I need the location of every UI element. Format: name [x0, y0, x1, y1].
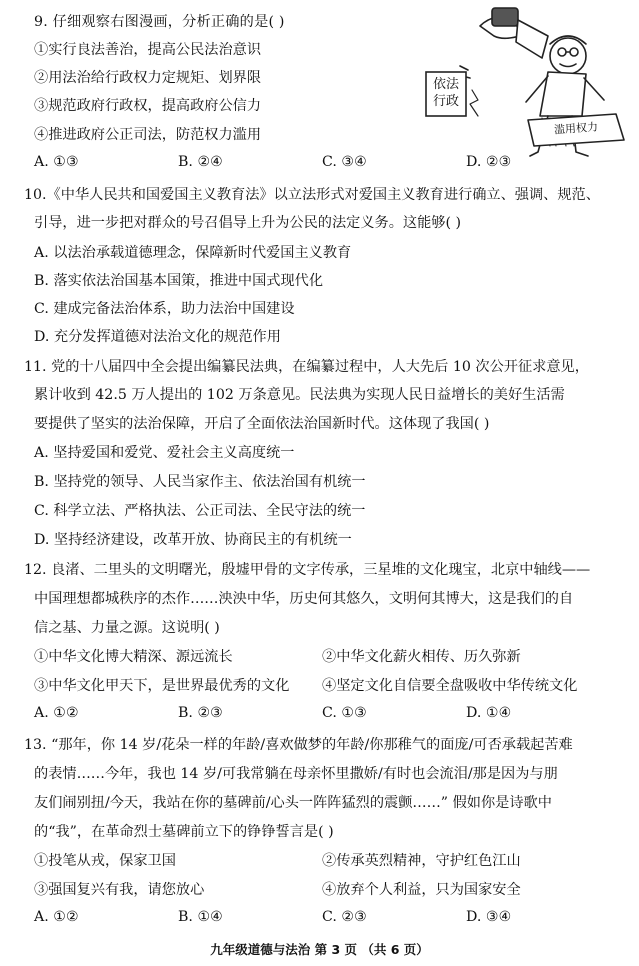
q13-choice-d: D. ③④: [466, 909, 512, 925]
q12-choice-a: A. ①②: [34, 705, 79, 721]
q12-item-2: ②中华文化薪火相传、历久弥新: [322, 649, 521, 665]
q9-choice-c: C. ③④: [322, 154, 367, 170]
q13-item-1: ①投笔从戎，保家卫国: [34, 853, 176, 869]
q13-stem-line-1: 13. “那年，你 14 岁/花朵一样的年龄/喜欢做梦的年龄/你那稚气的面庞/可否承载起苦难: [24, 737, 573, 753]
q11-choice-b: B. 坚持党的领导、人民当家作主、依法治国有机统一: [34, 474, 366, 490]
q10-stem-line-2: 引导，进一步把对群众的号召倡导上升为公民的法定义务。这能够( ): [34, 215, 462, 231]
q13-stem-line-2: 的表情……今年，我也 14 岁/可我常躺在母亲怀里撒娇/有时也会流泪/那是因为与朋: [34, 766, 558, 782]
q9-stem: 9. 仔细观察右图漫画，分析正确的是( ): [34, 14, 285, 30]
q11-choice-d: D. 坚持经济建设，改革开放、协商民主的有机统一: [34, 532, 352, 548]
q13-choice-b: B. ①④: [178, 909, 223, 925]
q13-choice-c: C. ②③: [322, 909, 367, 925]
q9-item-3: ③规范政府行政权，提高政府公信力: [34, 98, 262, 114]
cartoon-paper-label: 滥用权力: [553, 120, 599, 137]
q10-choice-c: C. 建成完备法治体系，助力法治中国建设: [34, 301, 295, 317]
q12-item-1: ①中华文化博大精深、源远流长: [34, 649, 233, 665]
q12-item-4: ④坚定文化自信要全盘吸收中华传统文化: [322, 678, 578, 694]
q9-item-2: ②用法治给行政权力定规矩、划界限: [34, 70, 262, 86]
q11-stem-line-2: 累计收到 42.5 万人提出的 102 万条意见。民法典为实现人民日益增长的美好生活需: [34, 387, 565, 403]
q10-choice-b: B. 落实依法治国基本国策，推进中国式现代化: [34, 273, 324, 289]
q12-stem-line-3: 信之基、力量之源。这说明( ): [34, 620, 220, 636]
q12-stem-line-2: 中国理想都城秩序的杰作……泱泱中华，历史何其悠久，文明何其博大，这是我们的自: [34, 591, 574, 607]
q9-choice-b: B. ②④: [178, 154, 223, 170]
page-footer: 九年级道德与法治 第 3 页 （共 6 页）: [210, 942, 429, 957]
q12-choice-b: B. ②③: [178, 705, 223, 721]
cartoon-box-label: 依法行政: [432, 77, 459, 109]
q9-choice-a: A. ①③: [34, 154, 79, 170]
q12-stem-line-1: 12. 良渚、二里头的文明曙光，殷墟甲骨的文字传承，三星堆的文化瑰宝，北京中轴线——: [24, 562, 591, 578]
q10-choice-d: D. 充分发挥道德对法治文化的规范作用: [34, 329, 281, 345]
q12-item-3: ③中华文化甲天下，是世界最优秀的文化: [34, 678, 290, 694]
q12-choice-c: C. ①③: [322, 705, 367, 721]
q11-stem-line-3: 要提供了坚实的法治保障，开启了全面依法治国新时代。这体现了我国( ): [34, 416, 490, 432]
q13-item-2: ②传承英烈精神，守护红色江山: [322, 853, 521, 869]
q13-choice-a: A. ①②: [34, 909, 79, 925]
q13-stem-line-3: 友们闹别扭/今天，我站在你的墓碑前/心头一阵阵猛烈的震颤……” 假如你是诗歌中: [34, 795, 552, 811]
q9-cartoon: [420, 6, 630, 166]
q9-item-4: ④推进政府公正司法，防范权力滥用: [34, 127, 262, 143]
q11-stem-line-1: 11. 党的十八届四中全会提出编纂民法典，在编纂过程中，人大先后 10 次公开征求意见，: [24, 359, 589, 375]
q13-item-4: ④放弃个人利益，只为国家安全: [322, 882, 521, 898]
q12-choice-d: D. ①④: [466, 705, 512, 721]
q13-stem-line-4: 的“我”，在革命烈士墓碑前立下的铮铮誓言是( ): [34, 824, 334, 840]
q11-choice-a: A. 坚持爱国和爱党、爱社会主义高度统一: [34, 445, 295, 461]
q11-choice-c: C. 科学立法、严格执法、公正司法、全民守法的统一: [34, 503, 366, 519]
q13-item-3: ③强国复兴有我，请您放心: [34, 882, 205, 898]
q10-stem-line-1: 10.《中华人民共和国爱国主义教育法》以立法形式对爱国主义教育进行确立、强调、规范、: [24, 187, 600, 203]
q9-item-1: ①实行良法善治，提高公民法治意识: [34, 42, 262, 58]
q10-choice-a: A. 以法治承载道德理念，保障新时代爱国主义教育: [34, 245, 352, 261]
q9-choice-d: D. ②③: [466, 154, 512, 170]
